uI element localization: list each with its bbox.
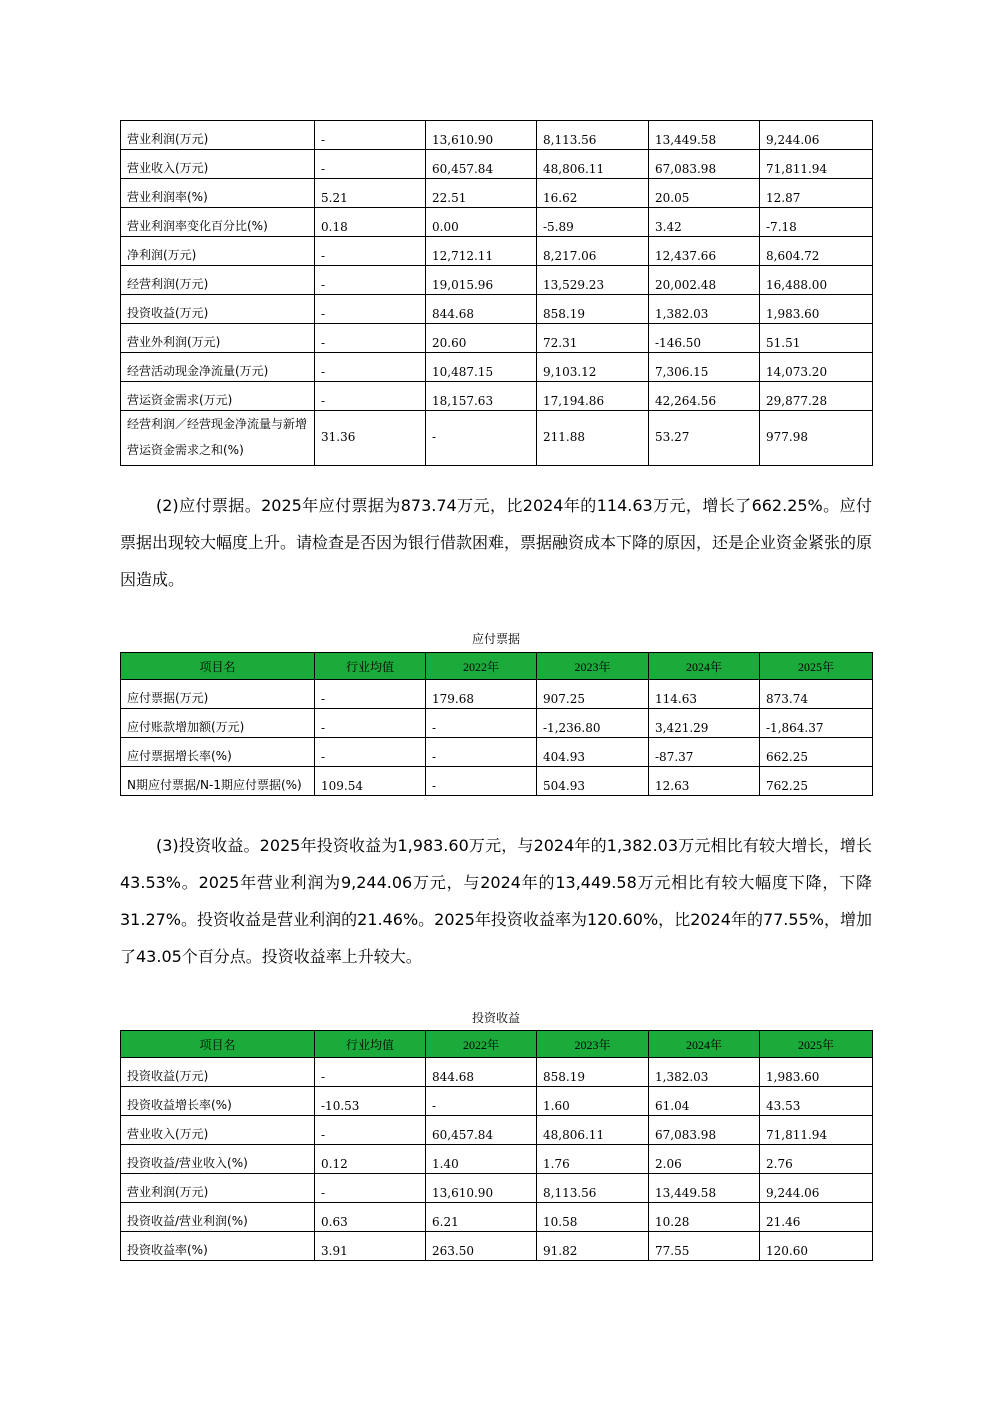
table-cell: - (426, 709, 537, 738)
table-cell: -7.18 (760, 208, 873, 237)
table-cell: 8,113.56 (537, 121, 649, 150)
notes-payable-table-body (121, 680, 873, 796)
table-cell: 16.62 (537, 179, 649, 208)
table-cell: 48,806.11 (537, 1116, 649, 1145)
table-cell: 9,244.06 (760, 1174, 873, 1203)
table-cell: 60,457.84 (426, 1116, 537, 1145)
table-row (121, 179, 873, 208)
table-row (121, 295, 873, 324)
row-label: 投资收益率(%) (121, 1232, 315, 1261)
row-label: 应付票据增长率(%) (121, 738, 315, 767)
table-cell: - (426, 411, 537, 466)
table-cell: 858.19 (537, 295, 649, 324)
row-label: 营业利润率(%) (121, 179, 315, 208)
table-cell: - (315, 237, 426, 266)
table-row (121, 1232, 873, 1261)
table-cell: 12.63 (649, 767, 760, 796)
table-cell: 16,488.00 (760, 266, 873, 295)
table-row (121, 680, 873, 709)
table-cell: - (315, 150, 426, 179)
table-cell: 13,610.90 (426, 1174, 537, 1203)
table-cell: 0.00 (426, 208, 537, 237)
table-cell: -1,864.37 (760, 709, 873, 738)
table-header-row (121, 1031, 873, 1058)
table-cell: 48,806.11 (537, 150, 649, 179)
table-cell: 20.60 (426, 324, 537, 353)
row-label: 营运资金需求(万元) (121, 382, 315, 411)
table-cell: 91.82 (537, 1232, 649, 1261)
column-header: 行业均值 (315, 653, 426, 680)
table-cell: 13,529.23 (537, 266, 649, 295)
table-row (121, 150, 873, 179)
table-cell: 9,244.06 (760, 121, 873, 150)
table-row (121, 208, 873, 237)
row-label: 投资收益增长率(%) (121, 1087, 315, 1116)
table-cell: 20,002.48 (649, 266, 760, 295)
table-cell: - (315, 709, 426, 738)
table-cell: 67,083.98 (649, 1116, 760, 1145)
table-row (121, 382, 873, 411)
row-label: 投资收益/营业收入(%) (121, 1145, 315, 1174)
column-header: 项目名 (121, 1031, 315, 1058)
table-cell: 17,194.86 (537, 382, 649, 411)
table-cell: 14,073.20 (760, 353, 873, 382)
row-label: 应付票据(万元) (121, 680, 315, 709)
column-header: 2024年 (649, 1031, 760, 1058)
paragraph-investment-income: (3)投资收益。2025年投资收益为1,983.60万元，与2024年的1,382.03万元相比有较大增长，增长43.53%。2025年营业利润为9,244.06万元，与2024年的13,449.58万元相比有较大幅度下降，下降31.27%。投资收益是营业利润的21.46%。2025年投资收益率为120.60%，比2024年的77.55%，增加了43.05个百分点。投资收益率上升较大。 (120, 836, 872, 966)
column-header: 项目名 (121, 653, 315, 680)
table-cell: 0.12 (315, 1145, 426, 1174)
column-header: 2024年 (649, 653, 760, 680)
table-row (121, 121, 873, 150)
table-cell: 10.58 (537, 1203, 649, 1232)
column-header: 行业均值 (315, 1031, 426, 1058)
table-cell: 29,877.28 (760, 382, 873, 411)
table-row (121, 411, 873, 466)
table-cell: - (315, 1058, 426, 1087)
table-cell: 3.42 (649, 208, 760, 237)
table-cell: 907.25 (537, 680, 649, 709)
table-cell: 22.51 (426, 179, 537, 208)
table-cell: 109.54 (315, 767, 426, 796)
table-cell: 7,306.15 (649, 353, 760, 382)
row-label: 营业收入(万元) (121, 1116, 315, 1145)
column-header: 2023年 (537, 653, 649, 680)
table-cell: 8,217.06 (537, 237, 649, 266)
table-cell: 12,437.66 (649, 237, 760, 266)
table-cell: 12.87 (760, 179, 873, 208)
table-cell: 10.28 (649, 1203, 760, 1232)
table-cell: 844.68 (426, 1058, 537, 1087)
row-label: 经营利润／经营现金净流量与新增营运资金需求之和(%) (121, 411, 315, 466)
table-cell: - (426, 738, 537, 767)
table-cell: 13,449.58 (649, 121, 760, 150)
table-cell: -87.37 (649, 738, 760, 767)
table-cell: -1,236.80 (537, 709, 649, 738)
table-cell: 20.05 (649, 179, 760, 208)
table-row (121, 324, 873, 353)
table-cell: 1,983.60 (760, 1058, 873, 1087)
table-cell: 977.98 (760, 411, 873, 466)
table-cell: 1,983.60 (760, 295, 873, 324)
table-cell: 6.21 (426, 1203, 537, 1232)
row-label: 经营活动现金净流量(万元) (121, 353, 315, 382)
table-cell: - (315, 1174, 426, 1203)
table-cell: - (315, 266, 426, 295)
table-cell: 60,457.84 (426, 150, 537, 179)
table-row (121, 709, 873, 738)
table-row (121, 767, 873, 796)
table-row (121, 1203, 873, 1232)
table-cell: 71,811.94 (760, 1116, 873, 1145)
table-cell: 1,382.03 (649, 1058, 760, 1087)
table-cell: 120.60 (760, 1232, 873, 1261)
table-cell: 72.31 (537, 324, 649, 353)
table-cell: 71,811.94 (760, 150, 873, 179)
table-cell: 1.60 (537, 1087, 649, 1116)
table-cell: -10.53 (315, 1087, 426, 1116)
row-label: 营业收入(万元) (121, 150, 315, 179)
investment-income-table (120, 1030, 873, 1261)
table-cell: -5.89 (537, 208, 649, 237)
table-cell: 1,382.03 (649, 295, 760, 324)
table-cell: - (315, 324, 426, 353)
notes-payable-table-caption: 应付票据 (471, 632, 520, 646)
table-cell: 67,083.98 (649, 150, 760, 179)
table-cell: 1.40 (426, 1145, 537, 1174)
table-cell: 31.36 (315, 411, 426, 466)
column-header: 2022年 (426, 1031, 537, 1058)
table-cell: - (315, 738, 426, 767)
table-cell: 9,103.12 (537, 353, 649, 382)
column-header: 2025年 (760, 1031, 873, 1058)
table-cell: 504.93 (537, 767, 649, 796)
table-cell: - (426, 767, 537, 796)
table-cell: 42,264.56 (649, 382, 760, 411)
table-cell: 51.51 (760, 324, 873, 353)
table-cell: - (315, 353, 426, 382)
row-label: 投资收益/营业利润(%) (121, 1203, 315, 1232)
table-cell: - (426, 1087, 537, 1116)
table-cell: 404.93 (537, 738, 649, 767)
table-cell: 18,157.63 (426, 382, 537, 411)
table-row (121, 266, 873, 295)
row-label: 营业利润(万元) (121, 1174, 315, 1203)
table-cell: 1.76 (537, 1145, 649, 1174)
table-cell: 3,421.29 (649, 709, 760, 738)
investment-income-table-body (121, 1058, 873, 1261)
table-cell: 844.68 (426, 295, 537, 324)
table-cell: 762.25 (760, 767, 873, 796)
table-cell: 114.63 (649, 680, 760, 709)
table-header-row (121, 653, 873, 680)
table-row (121, 738, 873, 767)
profit-table (120, 120, 873, 466)
table-cell: 8,604.72 (760, 237, 873, 266)
row-label: 应付账款增加额(万元) (121, 709, 315, 738)
table-cell: 19,015.96 (426, 266, 537, 295)
table-cell: 13,610.90 (426, 121, 537, 150)
table-cell: 873.74 (760, 680, 873, 709)
table-cell: 2.76 (760, 1145, 873, 1174)
table-row (121, 1145, 873, 1174)
table-cell: - (315, 295, 426, 324)
table-cell: - (315, 680, 426, 709)
table-row (121, 1058, 873, 1087)
table-cell: 2.06 (649, 1145, 760, 1174)
table-cell: 179.68 (426, 680, 537, 709)
table-row (121, 353, 873, 382)
table-cell: 43.53 (760, 1087, 873, 1116)
row-label: 净利润(万元) (121, 237, 315, 266)
row-label: 营业利润(万元) (121, 121, 315, 150)
table-cell: 0.18 (315, 208, 426, 237)
row-label: N期应付票据/N-1期应付票据(%) (121, 767, 315, 796)
table-cell: 12,712.11 (426, 237, 537, 266)
profit-table-body (121, 121, 873, 466)
row-label: 投资收益(万元) (121, 1058, 315, 1087)
notes-payable-table (120, 652, 873, 796)
table-cell: - (315, 382, 426, 411)
table-cell: 77.55 (649, 1232, 760, 1261)
paragraph-notes-payable: (2)应付票据。2025年应付票据为873.74万元，比2024年的114.63万元，增长了662.25%。应付票据出现较大幅度上升。请检查是否因为银行借款困难，票据融资成本下降的原因，还是企业资金紧张的原因造成。 (120, 496, 873, 589)
row-label: 投资收益(万元) (121, 295, 315, 324)
table-row (121, 237, 873, 266)
table-cell: 5.21 (315, 179, 426, 208)
table-cell: 21.46 (760, 1203, 873, 1232)
table-cell: 211.88 (537, 411, 649, 466)
column-header: 2025年 (760, 653, 873, 680)
table-cell: 662.25 (760, 738, 873, 767)
table-cell: - (315, 1116, 426, 1145)
investment-income-table-caption: 投资收益 (471, 1011, 520, 1025)
table-cell: 8,113.56 (537, 1174, 649, 1203)
table-cell: 13,449.58 (649, 1174, 760, 1203)
table-row (121, 1087, 873, 1116)
column-header: 2022年 (426, 653, 537, 680)
table-cell: - (315, 121, 426, 150)
table-row (121, 1174, 873, 1203)
table-cell: 0.63 (315, 1203, 426, 1232)
table-cell: -146.50 (649, 324, 760, 353)
row-label: 营业外利润(万元) (121, 324, 315, 353)
column-header: 2023年 (537, 1031, 649, 1058)
table-row (121, 1116, 873, 1145)
table-cell: 263.50 (426, 1232, 537, 1261)
table-cell: 61.04 (649, 1087, 760, 1116)
row-label: 营业利润率变化百分比(%) (121, 208, 315, 237)
table-cell: 10,487.15 (426, 353, 537, 382)
table-cell: 3.91 (315, 1232, 426, 1261)
table-cell: 53.27 (649, 411, 760, 466)
table-cell: 858.19 (537, 1058, 649, 1087)
row-label: 经营利润(万元) (121, 266, 315, 295)
